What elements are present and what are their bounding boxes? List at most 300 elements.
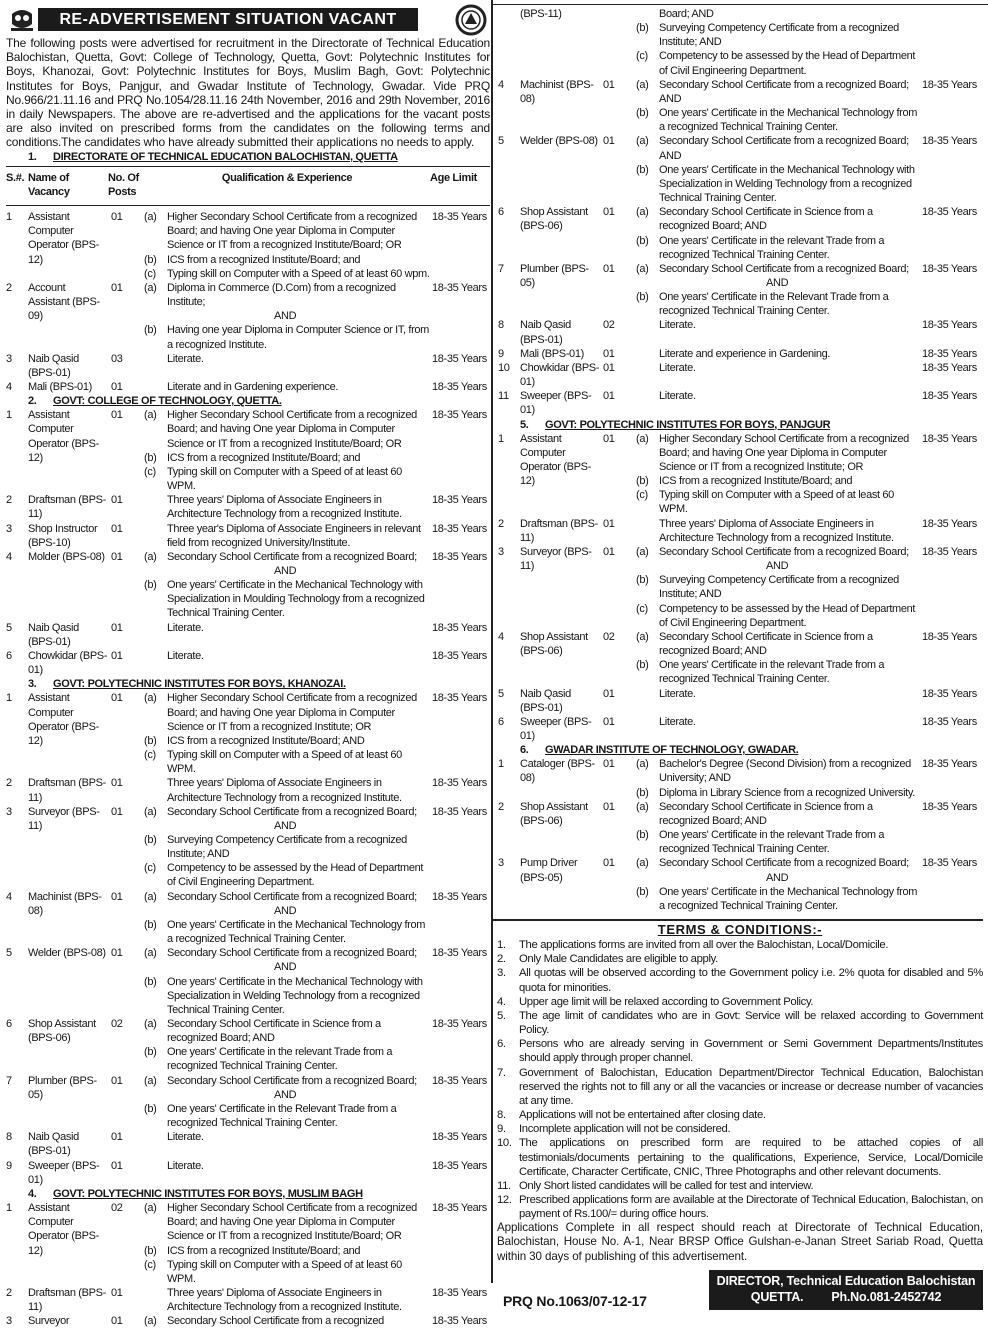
qualification-text: ICS from a recognized Institute/Board; and <box>167 451 361 464</box>
term-item <box>497 1009 983 1037</box>
age-limit: 18-35 Years <box>922 319 977 332</box>
term-item <box>497 952 983 966</box>
qualification-text: Secondary School Certificate from a recognized Board; <box>167 890 417 903</box>
qualification-marker <box>144 776 167 804</box>
qualification-text: Three years' Diploma of Associate Engineers in Architecture Technology from a recognized Institute. <box>167 777 402 804</box>
vacancy-row <box>498 7 984 78</box>
header-name: Name of Vacancy <box>28 171 70 198</box>
submission-address: Applications Complete in all respect should reach at Directorate of Technical Education, Balochistan, House No. A-1, Near BRSP Office Gulshan-e-Janan Street Sariab Road, Quetta within 30 days of publishing of this advertisement. <box>497 1221 983 1263</box>
vacancy-row <box>6 550 490 621</box>
qualification-item <box>636 488 920 516</box>
qualification-marker <box>144 522 167 550</box>
vacancy-name: Draftsman (BPS-11) <box>520 517 598 544</box>
qualification-marker: (b) <box>144 975 157 988</box>
qualification-item <box>144 776 430 804</box>
qualification-text: Board; AND <box>659 8 714 20</box>
age-limit: 18-35 Years <box>922 630 977 643</box>
number-of-posts: 01 <box>111 522 123 535</box>
qualification-item <box>636 856 920 870</box>
term-item <box>497 1037 983 1065</box>
qualification <box>636 757 920 799</box>
number-of-posts: 02 <box>111 1018 123 1030</box>
qualification-text: Secondary School Certificate from a recognized Board; <box>659 262 909 275</box>
age-limit: 18-35 Years <box>432 409 487 422</box>
term-text: All quotas will be observed according to the Government policy i.e. 2% quota for disabled and 5% quota for minorities. <box>519 967 983 994</box>
serial-number: 9 <box>498 347 504 360</box>
qualification-item <box>636 318 920 332</box>
vacancy-name: Account Assistant (BPS-09) <box>28 281 100 323</box>
vacancy-name: Sweeper (BPS-01) <box>28 1159 100 1186</box>
age-limit: 18-35 Years <box>432 805 487 818</box>
section-title: GOVT: POLYTECHNIC INSTITUTES FOR BOYS, MUSLIM BAGH <box>53 1187 363 1200</box>
qualification-item <box>636 757 920 785</box>
section-number: 5. <box>520 418 529 431</box>
qualification-and: AND <box>274 1088 297 1101</box>
qualification-marker: (b) <box>144 918 157 931</box>
director-signature-box <box>709 1270 983 1310</box>
qualification-and: AND <box>766 560 789 573</box>
qualification-item <box>144 734 430 748</box>
serial-number: 2 <box>6 281 12 294</box>
qualification-marker <box>144 1159 167 1173</box>
qualification-item <box>636 715 920 729</box>
number-of-posts: 01 <box>603 262 615 275</box>
vacancy-name: Naib Qasid (BPS-01) <box>520 687 571 714</box>
section-number: 4. <box>28 1187 37 1200</box>
serial-number: 8 <box>498 319 504 332</box>
age-limit: 18-35 Years <box>432 1286 487 1299</box>
table-header <box>6 166 490 206</box>
age-limit: 18-35 Years <box>432 649 487 662</box>
qualification-marker <box>144 621 167 635</box>
vacancy-row <box>498 715 984 743</box>
qualification-item <box>636 573 920 601</box>
header-posts: No. Of Posts <box>108 171 139 198</box>
qualification <box>144 649 430 677</box>
serial-number: 5 <box>6 621 12 634</box>
qualification-text: Competency to be assessed by the Head of Department of Civil Engineering Department. <box>659 50 916 77</box>
serial-number: 1 <box>6 1202 12 1215</box>
qualification-item <box>144 408 430 450</box>
vacancy-name: Chowkidar (BPS-01) <box>28 649 108 677</box>
age-limit: 18-35 Years <box>432 281 487 294</box>
serial-number: 9 <box>6 1159 12 1172</box>
vacancy-name: Shop Assistant (BPS-06) <box>520 206 588 233</box>
age-limit: 18-35 Years <box>432 211 487 224</box>
qualification-marker: (b) <box>636 829 649 842</box>
section-heading <box>498 743 984 757</box>
vacancy-row <box>498 361 984 389</box>
qualification-text: One years' Certificate in the Mechanical Technology from a recognized Technical Training Center. <box>167 918 426 946</box>
qualification-marker: (b) <box>636 574 649 587</box>
number-of-posts: 01 <box>603 78 615 91</box>
age-limit: 18-35 Years <box>432 550 487 563</box>
top-rule <box>493 4 988 5</box>
qualification-text: One years' Certificate in the Mechanical Technology with Specialization in Welding Technology from a recognized Technical Training Center. <box>167 975 423 1016</box>
qualification-item <box>144 550 430 564</box>
qualification-marker: (a) <box>144 550 157 563</box>
qualification-item <box>636 658 920 686</box>
number-of-posts: 01 <box>111 550 123 563</box>
qualification-marker: (b) <box>144 324 157 337</box>
vacancy-name: Molder (BPS-08) <box>28 550 105 563</box>
vacancy-row <box>498 318 984 346</box>
qualification-item <box>636 687 920 701</box>
qualification-marker: (a) <box>144 1018 157 1030</box>
qualification-item <box>636 432 920 474</box>
number-of-posts: 01 <box>603 517 615 530</box>
director-city: QUETTA. <box>750 1289 804 1304</box>
qualification-text: Diploma in Commerce (D.Com) from a recognized Institute; <box>167 281 396 309</box>
number-of-posts: 01 <box>603 800 615 813</box>
vacancy-name: Assistant Computer Operator (BPS-12) <box>28 211 99 266</box>
term-text: The applications forms are invited from all over the Balochistan, Local/Domicile. <box>519 939 889 952</box>
serial-number: 5 <box>498 135 504 148</box>
qualification-item <box>144 1244 430 1258</box>
qualification-item <box>636 262 920 276</box>
qualification-text: Surveying Competency Certificate from a recognized Institute; AND <box>659 22 899 49</box>
serial-number: 11 <box>498 390 509 403</box>
qualification-item <box>144 451 430 465</box>
qualification-marker: (a) <box>144 1202 157 1215</box>
qualification-item <box>144 1102 430 1130</box>
qualification-marker: (a) <box>144 805 157 818</box>
number-of-posts: 01 <box>111 211 123 224</box>
qualification-marker: (b) <box>636 786 649 799</box>
qualification-text: Higher Secondary School Certificate from a recognized Board; and having One year Diploma in Computer Science or IT from a recognized Institute/Board; OR <box>167 1202 417 1243</box>
qualification-item <box>144 1201 430 1243</box>
vacancy-row <box>6 1314 490 1328</box>
qualification <box>144 210 430 281</box>
qualification <box>636 262 920 319</box>
age-limit <box>920 7 984 78</box>
section-title: DIRECTORATE OF TECHNICAL EDUCATION BALOCHISTAN, QUETTA <box>53 150 398 163</box>
age-limit: 18-35 Years <box>922 347 977 360</box>
qualification <box>636 800 920 857</box>
section-heading <box>6 394 490 408</box>
number-of-posts: 01 <box>603 347 615 360</box>
serial-number: 2 <box>498 800 504 813</box>
qualification-and: AND <box>274 961 297 974</box>
age-limit: 18-35 Years <box>922 432 977 445</box>
qualification-item <box>144 253 430 267</box>
age-limit: 18-35 Years <box>432 380 487 393</box>
qualification-text: Typing skill on Computer with a Speed of at least 60 WPM. <box>167 465 402 493</box>
age-limit: 18-35 Years <box>922 687 977 700</box>
number-of-posts <box>600 7 636 78</box>
qualification-item <box>636 163 920 205</box>
vacancy-name: Welder (BPS-08) <box>28 947 106 960</box>
qualification <box>144 1286 430 1314</box>
qualification-marker: (b) <box>144 253 157 266</box>
right-column <box>498 7 984 1318</box>
vacancy-row <box>6 649 490 677</box>
qualification-text: One years' Certificate in the Mechanical Technology with Specialization in Welding Technology from a recognized Technical Training Center. <box>659 163 915 205</box>
qualification-item <box>636 361 920 375</box>
qualification-item <box>144 1045 430 1073</box>
number-of-posts: 02 <box>603 319 615 332</box>
qualification-marker: (b) <box>636 291 649 304</box>
qualification <box>144 946 430 1017</box>
term-text: Incomplete application will not be considered. <box>519 1123 731 1136</box>
qualification-text: One years' Certificate in the Mechanical Technology from a recognized Technical Training Center. <box>659 885 918 912</box>
term-number: 1. <box>497 939 506 952</box>
vacancy-row <box>6 776 490 804</box>
qualification-marker: (c) <box>144 267 156 280</box>
serial-number: 1 <box>498 758 504 771</box>
qualification-marker: (b) <box>636 107 649 120</box>
vacancy-row <box>6 408 490 493</box>
qualification <box>144 1074 430 1131</box>
qualification-marker: (b) <box>636 885 649 898</box>
qualification-marker: (b) <box>144 1244 157 1257</box>
number-of-posts: 01 <box>111 947 123 960</box>
prq-number: PRQ No.1063/07-12-17 <box>503 1292 647 1309</box>
qualification-text: Bachelor's Degree (Second Division) from a recognized University; AND <box>659 758 911 785</box>
age-limit: 18-35 Years <box>432 1202 487 1215</box>
qualification-item <box>636 786 920 800</box>
qualification-marker: (c) <box>144 749 156 762</box>
vacancy-row <box>498 389 984 417</box>
term-text: Applications will not be entertained after closing date. <box>519 1109 766 1122</box>
qualification <box>144 380 430 394</box>
age-limit: 18-35 Years <box>922 800 977 813</box>
qualification-item <box>144 578 430 620</box>
number-of-posts: 01 <box>603 206 615 219</box>
qualification-text: Typing skill on Computer with a Speed of at least 60 WPM. <box>659 489 894 516</box>
qualification-text: Literate. <box>659 390 696 403</box>
qualification-item <box>636 78 920 106</box>
qualification-marker: (a) <box>636 135 649 148</box>
vacancy-name: Mali (BPS-01) <box>28 380 92 393</box>
vacancy-name: Naib Qasid (BPS-01) <box>28 1131 79 1158</box>
vacancy-name: Assistant Computer Operator (BPS-12) <box>28 409 99 464</box>
qualification-text: AND <box>659 149 682 162</box>
vacancy-name: Sweeper (BPS-01) <box>520 715 592 742</box>
qualification-marker: (c) <box>636 50 648 63</box>
technical-education-seal-icon <box>455 4 487 36</box>
qualification <box>144 352 430 380</box>
qualification-marker: (b) <box>144 1102 157 1115</box>
qualification-marker: (c) <box>636 602 648 615</box>
qualification-marker <box>144 649 167 663</box>
section-title: GOVT: POLYTECHNIC INSTITUTES FOR BOYS, PANJGUR <box>545 418 831 431</box>
qualification-text: Secondary School Certificate from a recognized Board; <box>167 805 417 818</box>
serial-number: 1 <box>6 692 12 705</box>
vacancy-name: Surveyor (BPS-11) <box>520 545 592 573</box>
qualification-marker: (a) <box>636 262 649 275</box>
qualification-marker <box>636 517 659 545</box>
vacancy-name: Assistant Computer Operator (BPS-12) <box>520 432 591 488</box>
qualification-marker: (b) <box>636 659 649 672</box>
qualification <box>144 550 430 621</box>
qualification-item <box>636 517 920 545</box>
term-item <box>497 1179 983 1193</box>
age-limit: 18-35 Years <box>432 494 487 507</box>
qualification-item <box>144 323 430 351</box>
qualification-text: Secondary School Certificate from a recognized <box>167 1315 384 1328</box>
number-of-posts: 02 <box>603 630 615 643</box>
serial-number: 2 <box>498 517 504 530</box>
term-number: 10. <box>497 1137 512 1150</box>
age-limit: 18-35 Years <box>432 777 487 790</box>
age-limit: 18-35 Years <box>432 1315 487 1328</box>
qualification-text: One years' Certificate in the Relevant Trade from a recognized Technical Training Center. <box>659 291 889 318</box>
serial-number: 4 <box>498 78 504 91</box>
age-limit: 18-35 Years <box>432 890 487 903</box>
number-of-posts: 01 <box>111 890 123 903</box>
qualification-marker <box>636 715 659 729</box>
qualification-and: AND <box>274 310 297 323</box>
qualification-marker: (c) <box>144 465 156 478</box>
section-heading <box>6 677 490 691</box>
qualification-and: AND <box>766 871 789 884</box>
qualification-marker: (b) <box>144 579 157 592</box>
vacancy-name: Welder (BPS-08) <box>520 135 598 148</box>
vacancy-row <box>6 621 490 649</box>
number-of-posts: 01 <box>111 692 123 705</box>
qualification-text: Having one year Diploma in Computer Science or IT, from a recognized Institute. <box>167 324 429 351</box>
vacancy-name: Cataloger (BPS-08) <box>520 758 595 785</box>
age-limit: 18-35 Years <box>922 857 977 870</box>
term-item <box>497 938 983 952</box>
serial-number: 4 <box>6 550 12 563</box>
qualification-item <box>144 621 430 635</box>
qualification <box>144 890 430 947</box>
term-text: Persons who are already serving in Government or Semi Government Departments/Institutes should apply through proper channel. <box>519 1038 983 1065</box>
number-of-posts: 01 <box>111 409 123 422</box>
serial-number: 7 <box>498 262 504 275</box>
qualification-text: Competency to be assessed by the Head of Department of Civil Engineering Department. <box>659 602 916 629</box>
age-limit: 18-35 Years <box>432 1131 487 1144</box>
qualification-item <box>144 833 430 861</box>
qualification-item <box>636 106 920 134</box>
qualification-item <box>636 290 920 318</box>
qualification-marker: (a) <box>144 1315 157 1328</box>
qualification-item <box>144 281 430 309</box>
terms-list <box>497 938 983 1221</box>
number-of-posts: 01 <box>603 390 615 403</box>
serial-number <box>498 7 520 78</box>
qualification-marker: (a) <box>144 211 157 224</box>
term-item <box>497 1066 983 1108</box>
qualification <box>144 281 430 352</box>
qualification-text: Three years' Diploma of Associate Engineers in Architecture Technology from a recognized Institute. <box>659 517 894 544</box>
qualification-marker <box>144 1286 167 1314</box>
serial-number: 1 <box>498 432 504 445</box>
vacancy-row <box>6 1017 490 1074</box>
header-age: Age Limit <box>430 171 477 184</box>
qualification-text: Literate. <box>167 1159 204 1172</box>
qualification <box>144 776 430 804</box>
qualification-item <box>636 545 920 559</box>
qualification-text: One years' Certificate in the Relevant Trade from a recognized Technical Training Center. <box>167 1102 397 1130</box>
serial-number: 1 <box>6 409 12 422</box>
qualification <box>144 1159 430 1187</box>
qualification-text: Three year's Diploma of Associate Engineers in relevant field from recognized University/Institute. <box>167 522 421 549</box>
qualification-marker <box>636 361 659 375</box>
qualification-text: Secondary School Certificate from a recognized Board; <box>167 1074 417 1087</box>
qualification-marker: (c) <box>144 862 156 875</box>
qualification-item <box>144 267 430 281</box>
age-limit: 18-35 Years <box>432 621 487 634</box>
qualification-item <box>636 49 920 77</box>
qualification <box>144 691 430 776</box>
age-limit: 18-35 Years <box>922 715 977 728</box>
qualification-text: Higher Secondary School Certificate from a recognized Board; and having One year Diploma in Computer Science or IT from a recognized Institute/Board; OR <box>167 409 417 450</box>
terms-and-conditions <box>493 919 983 1310</box>
number-of-posts: 01 <box>111 1131 123 1144</box>
qualification <box>636 7 920 78</box>
qualification-item <box>144 890 430 904</box>
vacancy-row <box>498 757 984 799</box>
qualification <box>144 1314 430 1328</box>
term-number: 12. <box>497 1193 512 1206</box>
vacancy-name: Chowkidar (BPS-01) <box>520 361 600 389</box>
vacancy-row <box>6 522 490 550</box>
qualification-marker <box>636 687 659 701</box>
vacancy-row <box>498 687 984 715</box>
qualification-item <box>636 474 920 488</box>
qualification-text: Literate. <box>167 649 204 662</box>
qualification-item <box>636 828 920 856</box>
qualification-text: Secondary School Certificate from a recognized Board; <box>167 550 417 563</box>
qualification-item <box>636 602 920 630</box>
number-of-posts: 01 <box>111 649 123 662</box>
qualification-text: One years' Certificate in the Mechanical Technology with Specialization in Moulding Technology from a recognized Technical Training Center. <box>167 579 425 620</box>
qualification <box>636 715 920 743</box>
number-of-posts: 03 <box>111 352 123 365</box>
qualification-item <box>636 347 920 361</box>
serial-number: 6 <box>6 649 12 662</box>
qualification-item <box>636 7 920 21</box>
term-text: Government of Balochistan, Education Department/Director Technical Education, Balochistan reserved the rights not to fill any or all the vacancies or increase or decrease number of vacancies at any time. <box>519 1066 983 1107</box>
serial-number: 6 <box>6 1018 12 1030</box>
qualification-marker <box>636 318 659 332</box>
qualification-item <box>144 465 430 493</box>
age-limit: 18-35 Years <box>432 1159 487 1172</box>
serial-number: 5 <box>498 687 504 700</box>
serial-number: 4 <box>6 890 12 903</box>
number-of-posts: 01 <box>111 380 123 393</box>
qualification <box>144 408 430 493</box>
qualification-marker: (a) <box>144 281 157 294</box>
number-of-posts: 01 <box>111 1074 123 1087</box>
term-text: The applications on prescribed form are required to be attached copies of all testimonials/documents pertaining to the qualifications, Experience, Service, Local/Domicile Certificate, Character Certificate, CNIC, Three Photographs and other relevant documents. <box>519 1137 983 1178</box>
qualification <box>636 856 920 913</box>
vacancy-name: Shop Instructor (BPS-10) <box>28 522 98 549</box>
term-number: 7. <box>497 1066 506 1079</box>
qualification-text: Literate. <box>659 687 696 700</box>
qualification <box>636 78 920 135</box>
qualification-item <box>144 1159 430 1173</box>
vacancy-row <box>498 78 984 135</box>
director-title: DIRECTOR, Technical Education Balochistan <box>716 1273 976 1288</box>
qualification-item <box>144 748 430 776</box>
qualification-text: ICS from a recognized Institute/Board; and <box>659 475 853 488</box>
serial-number: 3 <box>6 805 12 818</box>
qualification-item <box>144 1258 430 1286</box>
qualification-marker: (a) <box>144 947 157 960</box>
vacancy-row <box>498 432 984 517</box>
vacancy-row <box>498 630 984 687</box>
vacancy-row <box>6 281 490 352</box>
section-number: 6. <box>520 744 529 757</box>
qualification-marker: (a) <box>636 78 649 91</box>
qualification-marker: (a) <box>636 800 649 813</box>
term-number: 6. <box>497 1038 506 1051</box>
vacancy-row <box>6 1201 490 1286</box>
